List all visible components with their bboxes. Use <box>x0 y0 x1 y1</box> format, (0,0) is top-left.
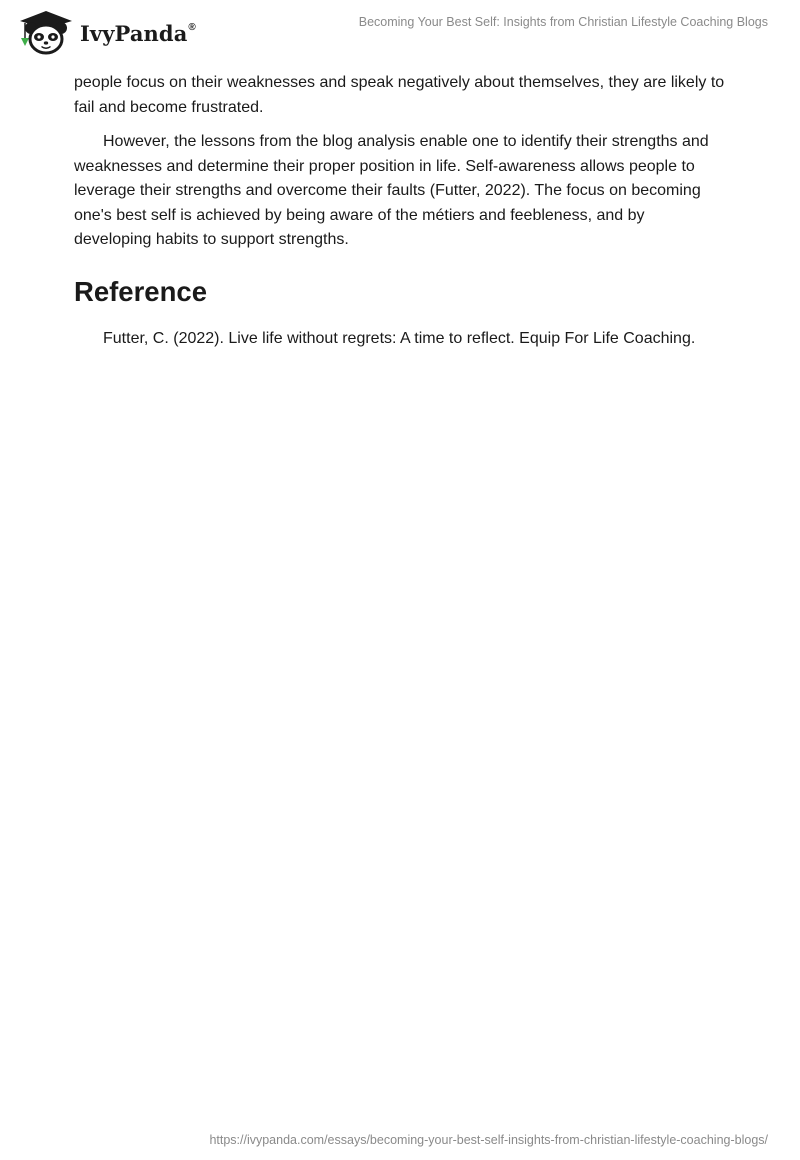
paragraph: However, the lessons from the blog analysis enable one to identify their strengths and weaknesses and determine their proper position in life. Self-awareness allows people to leverage their strengths and overcome their faults (Futter, 2022). The focus on becoming one's best self is achieved by being aware of the métiers and feebleness, and by developing habits to support strengths. <box>74 133 709 248</box>
logo-wordmark: IvyPanda® <box>80 20 196 46</box>
panda-graduation-cap-icon <box>16 8 74 56</box>
document-body <box>74 71 726 361</box>
ivypanda-logo[interactable] <box>16 8 196 56</box>
document-title: Becoming Your Best Self: Insights from Christian Lifestyle Coaching Blogs <box>358 15 768 29</box>
reference-entry: Futter, C. (2022). Live life without regrets: A time to reflect. Equip For Life Coaching. <box>103 329 696 347</box>
reference-heading: Reference <box>74 275 207 307</box>
paragraph-continued: people focus on their weaknesses and speak negatively about themselves, they are likely to fail and become frustrated. <box>74 74 725 116</box>
source-url[interactable]: https://ivypanda.com/essays/becoming-your-best-self-insights-from-christian-lifestyle-coaching-blogs/ <box>209 1133 768 1147</box>
